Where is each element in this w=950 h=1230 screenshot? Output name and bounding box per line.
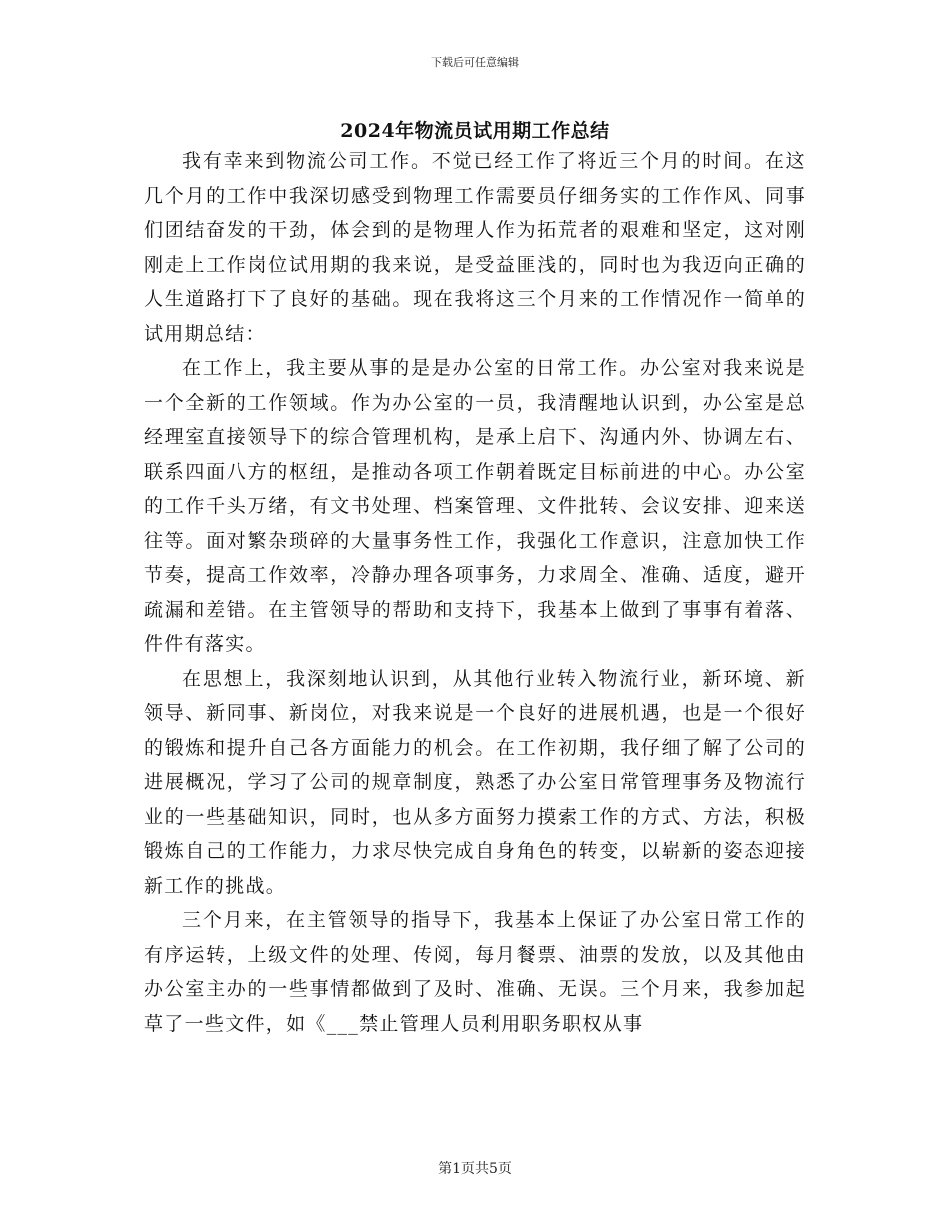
paragraph: 我有幸来到物流公司工作。不觉已经工作了将近三个月的时间。在这几个月的工作中我深切感受到物理工作需要员仔细务实的工作作风、同事们团结奋发的干劲，体会到的是物理人作为拓荒者的艰难和坚定，这对刚刚走上工作岗位试用期的我来说，是受益匪浅的，同时也为我迈向正确的人生道路打下了良好的基础。现在我将这三个月来的工作情况作一简单的试用期总结：: [144, 150, 806, 345]
paragraph: 在工作上，我主要从事的是是办公室的日常工作。办公室对我来说是一个全新的工作领域。作为办公室的一员，我清醒地认识到，办公室是总经理室直接领导下的综合管理机构，是承上启下、沟通内外、协调左右、联系四面八方的枢纽，是推动各项工作朝着既定目标前进的中心。办公室的工作千头万绪，有文书处理、档案管理、文件批转、会议安排、迎来送往等。面对繁杂琐碎的大量事务性工作，我强化工作意识，注意加快工作节奏，提高工作效率，冷静办理各项事务，力求周全、准确、适度，避开疏漏和差错。在主管领导的帮助和支持下，我基本上做到了事事有着落、件件有落实。: [144, 357, 806, 655]
document-title: 2024年物流员试用期工作总结: [340, 120, 610, 142]
document-body: [144, 144, 806, 1041]
header-note: 下载后可任意编辑: [431, 56, 519, 69]
paragraph: 在思想上，我深刻地认识到，从其他行业转入物流行业，新环境、新领导、新同事、新岗位，对我来说是一个良好的进展机遇，也是一个很好的锻炼和提升自己各方面能力的机会。在工作初期，我仔细了解了公司的进展概况，学习了公司的规章制度，熟悉了办公室日常管理事务及物流行业的一些基础知识，同时，也从多方面努力摸索工作的方式、方法，积极锻炼自己的工作能力，力求尽快完成自身角色的转变，以崭新的姿态迎接新工作的挑战。: [144, 667, 806, 897]
paragraph: 三个月来，在主管领导的指导下，我基本上保证了办公室日常工作的有序运转，上级文件的处理、传阅，每月餐票、油票的发放，以及其他由办公室主办的一些事情都做到了及时、准确、无误。三个月来，我参加起草了一些文件，如《___禁止管理人员利用职务职权从事: [144, 909, 806, 1035]
page-footer: 第1页共5页: [438, 1161, 512, 1177]
